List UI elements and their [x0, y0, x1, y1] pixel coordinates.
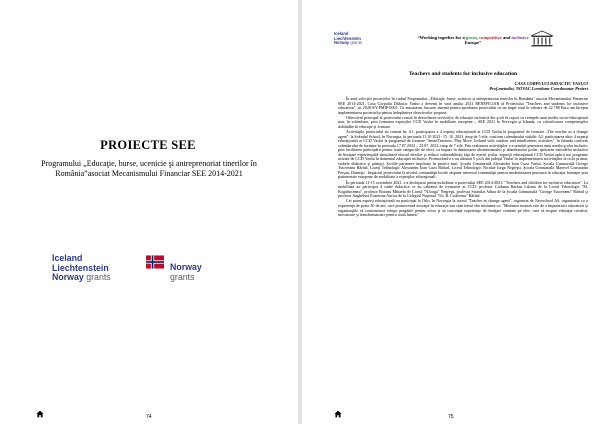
organization-name: CASA CORPULUI DIDACTIC VASLUI [514, 81, 588, 86]
left-page [0, 0, 296, 424]
paragraph: Obiectivul principal al proiectului constă în dezvoltarea serviciilor de educaţie incluzivă din şcoli în raport cu cerinţele unui mediu socio-educaţional nou, în schimbare, prin formarea experţilor CCD Vaslui în mobilitate europene – SEE 2021 în Norvegia şi Islanda, cu valorificarea competenţelor dobândite în educaţie şi formare. [338, 114, 588, 129]
right-page [304, 0, 600, 424]
home-icon[interactable] [334, 410, 342, 418]
paragraph: Cei patru experţi educaţionali au participat la Oslo, în Norvegia la cursul "Teacher as change agent", organizat de Newschool AS, organizatie cu o experienţă de peste 30 de ani, care promovează inovaţia în educaţie sau cum teiese din misiunea sa: "Misiunea noastră este de a împuternici educatorii şi organizaţiile să construiască echipe pregătite pentru viitor şi să conceapă experienţe de învăţare centrate pe elev, care să inspire educaţia creativă, inovatoare şi transformatoare pentru toată lumea." [338, 198, 588, 218]
norway-grants-logo-text: Norway grants [170, 262, 202, 282]
program-subtitle: Programului „Educaţie, burse, ucenicie şi antreprenoriat tinerilor în România”asociat Mecanismului Financiar SEE 2014-2021 [41, 159, 257, 178]
paragraph: În perioada 11-15 octombrie 2021, s-a desfăşurat prima mobilitate a proiectului SEE 2014-2021: "Teachers and children for inclusive education". La mobilitate au participat 4 cadre didactice ce au calitatea de formatori ai CCD: profesor Ciobanu Rarbus Liliana de la Liceul Tehnologic "M. Kogălniceanu", profesor Rotariu Mihaela de Liceul "N.Iorga" Negreşti, profesor Strătulat Adina de la Şcoala Gimnazială "George Tutoveanu" Bârlad şi profesor Anghelută Ecaterina Aurica de la Colegiul Naţional "Gh. R. Codreanu" Bârlad. [338, 179, 588, 199]
article-body [338, 97, 588, 218]
eea-grants-logo [52, 254, 252, 292]
paragraph: Activităţile proiectului au constat în: A1. participarea a 4 experţi educaţionali ai CCD Vaslui la programul de formare „The teacher as a change agent", la Sokndal School, în Norvegia, în perioada 11.10 2021- 15. 10. 2021, timp de 5 zile, conform calendarului stabilit; A2. participarea altor 4 experţi educaţionali ai CCD Vaslui la programul de formare "SmartTeachers. Play More, Iceland with outdoor and mindfulness activities", în Islanda conform calendarului de formare în perioada 17.07.2022 – 23.07. 2022, timp de 7 zile. Prin realizarea activităţilor s-a urmărit generarea unui mediu şcolar incluziv, prin facilitarea participării pentru toate categoriile de elevi, cu impact în diminuarea absenteismului şi abandonului şcolar, aplicarea metodelor incluzive de învăţare experienţială stimulează efortul elevilor şi reduce vulnerabilităţi faţă de eşecul şcolar, experţii educaţionali CCD Vaslui aplică noi programe avizate de CCD Vaslui în domeniul educaţiei incluzive. Promovând-o s-au alăturat 5 şcoli din judeţul Vaslui în implementarea activităţilor la ciclu primar, cadrele didactice şi părinţii. Şcolile partenere implicate în proiect sunt: Şcoala Gimnazială Alexandru Ioan Cuza Vaslui, Şcoala Gimnazială George Tutoveanu Bârlad, Liceul Tehnologic Alexandru Ioan Cuza Bârlad, Liceul Tehnologic Nicolae Iorga Negreşti, Şcoala Gimnazială Marecel Constantin Perşan, Dumeşti . Impactul proiectului la nivelul comunităţii locale răspune interesul comunităţii pentru modernizarea ţinuturea în educaţie formaţie prin parteneriate europene de mobilitate a experţilor educaţionali. [338, 129, 588, 180]
norway-flag-icon [146, 255, 164, 269]
author-name: Prof.metodist, NOVAC Loredana-Coordonator Proiect [489, 86, 588, 91]
page-number: 74 [146, 414, 152, 420]
paragraph: În anul selecţiei proiectelor în cadrul Programului „Educaţie, burse, ucenicie şi antreprenoriat tinerilor în România" asociat Mecanismului Financiar SEE 2014-2021, Casa Corpului Didactic Vaslui a devenit în vara anului 2021 BENEFICIAR al Proiectului "Teachers and students for inclusive education", nr. 2020-EY-PMIP-0001. Cu entuziasm, bucurie imensă pentru aprobarea proiectului cu un buget total în valoare de 22.780 Euro am început implementarea proiectului pentru îndeplinirea obiectivelor propuse. [338, 96, 588, 115]
page-title: PROIECTE SEE [100, 138, 196, 152]
institution-building-icon [530, 30, 554, 48]
page-divider [298, 0, 302, 424]
eea-grants-logo-text: Iceland Liechtenstein Norway grants [52, 253, 111, 283]
page-number: 75 [448, 414, 454, 420]
home-icon[interactable] [36, 410, 44, 418]
eea-slogan: “Working together for a green, competitive and inclusive Europe” [417, 35, 529, 46]
eea-grants-small-logo: Iceland Liechtenstein Norway grants [334, 31, 362, 46]
article-title: Teachers and students for inclusive education [408, 71, 518, 77]
